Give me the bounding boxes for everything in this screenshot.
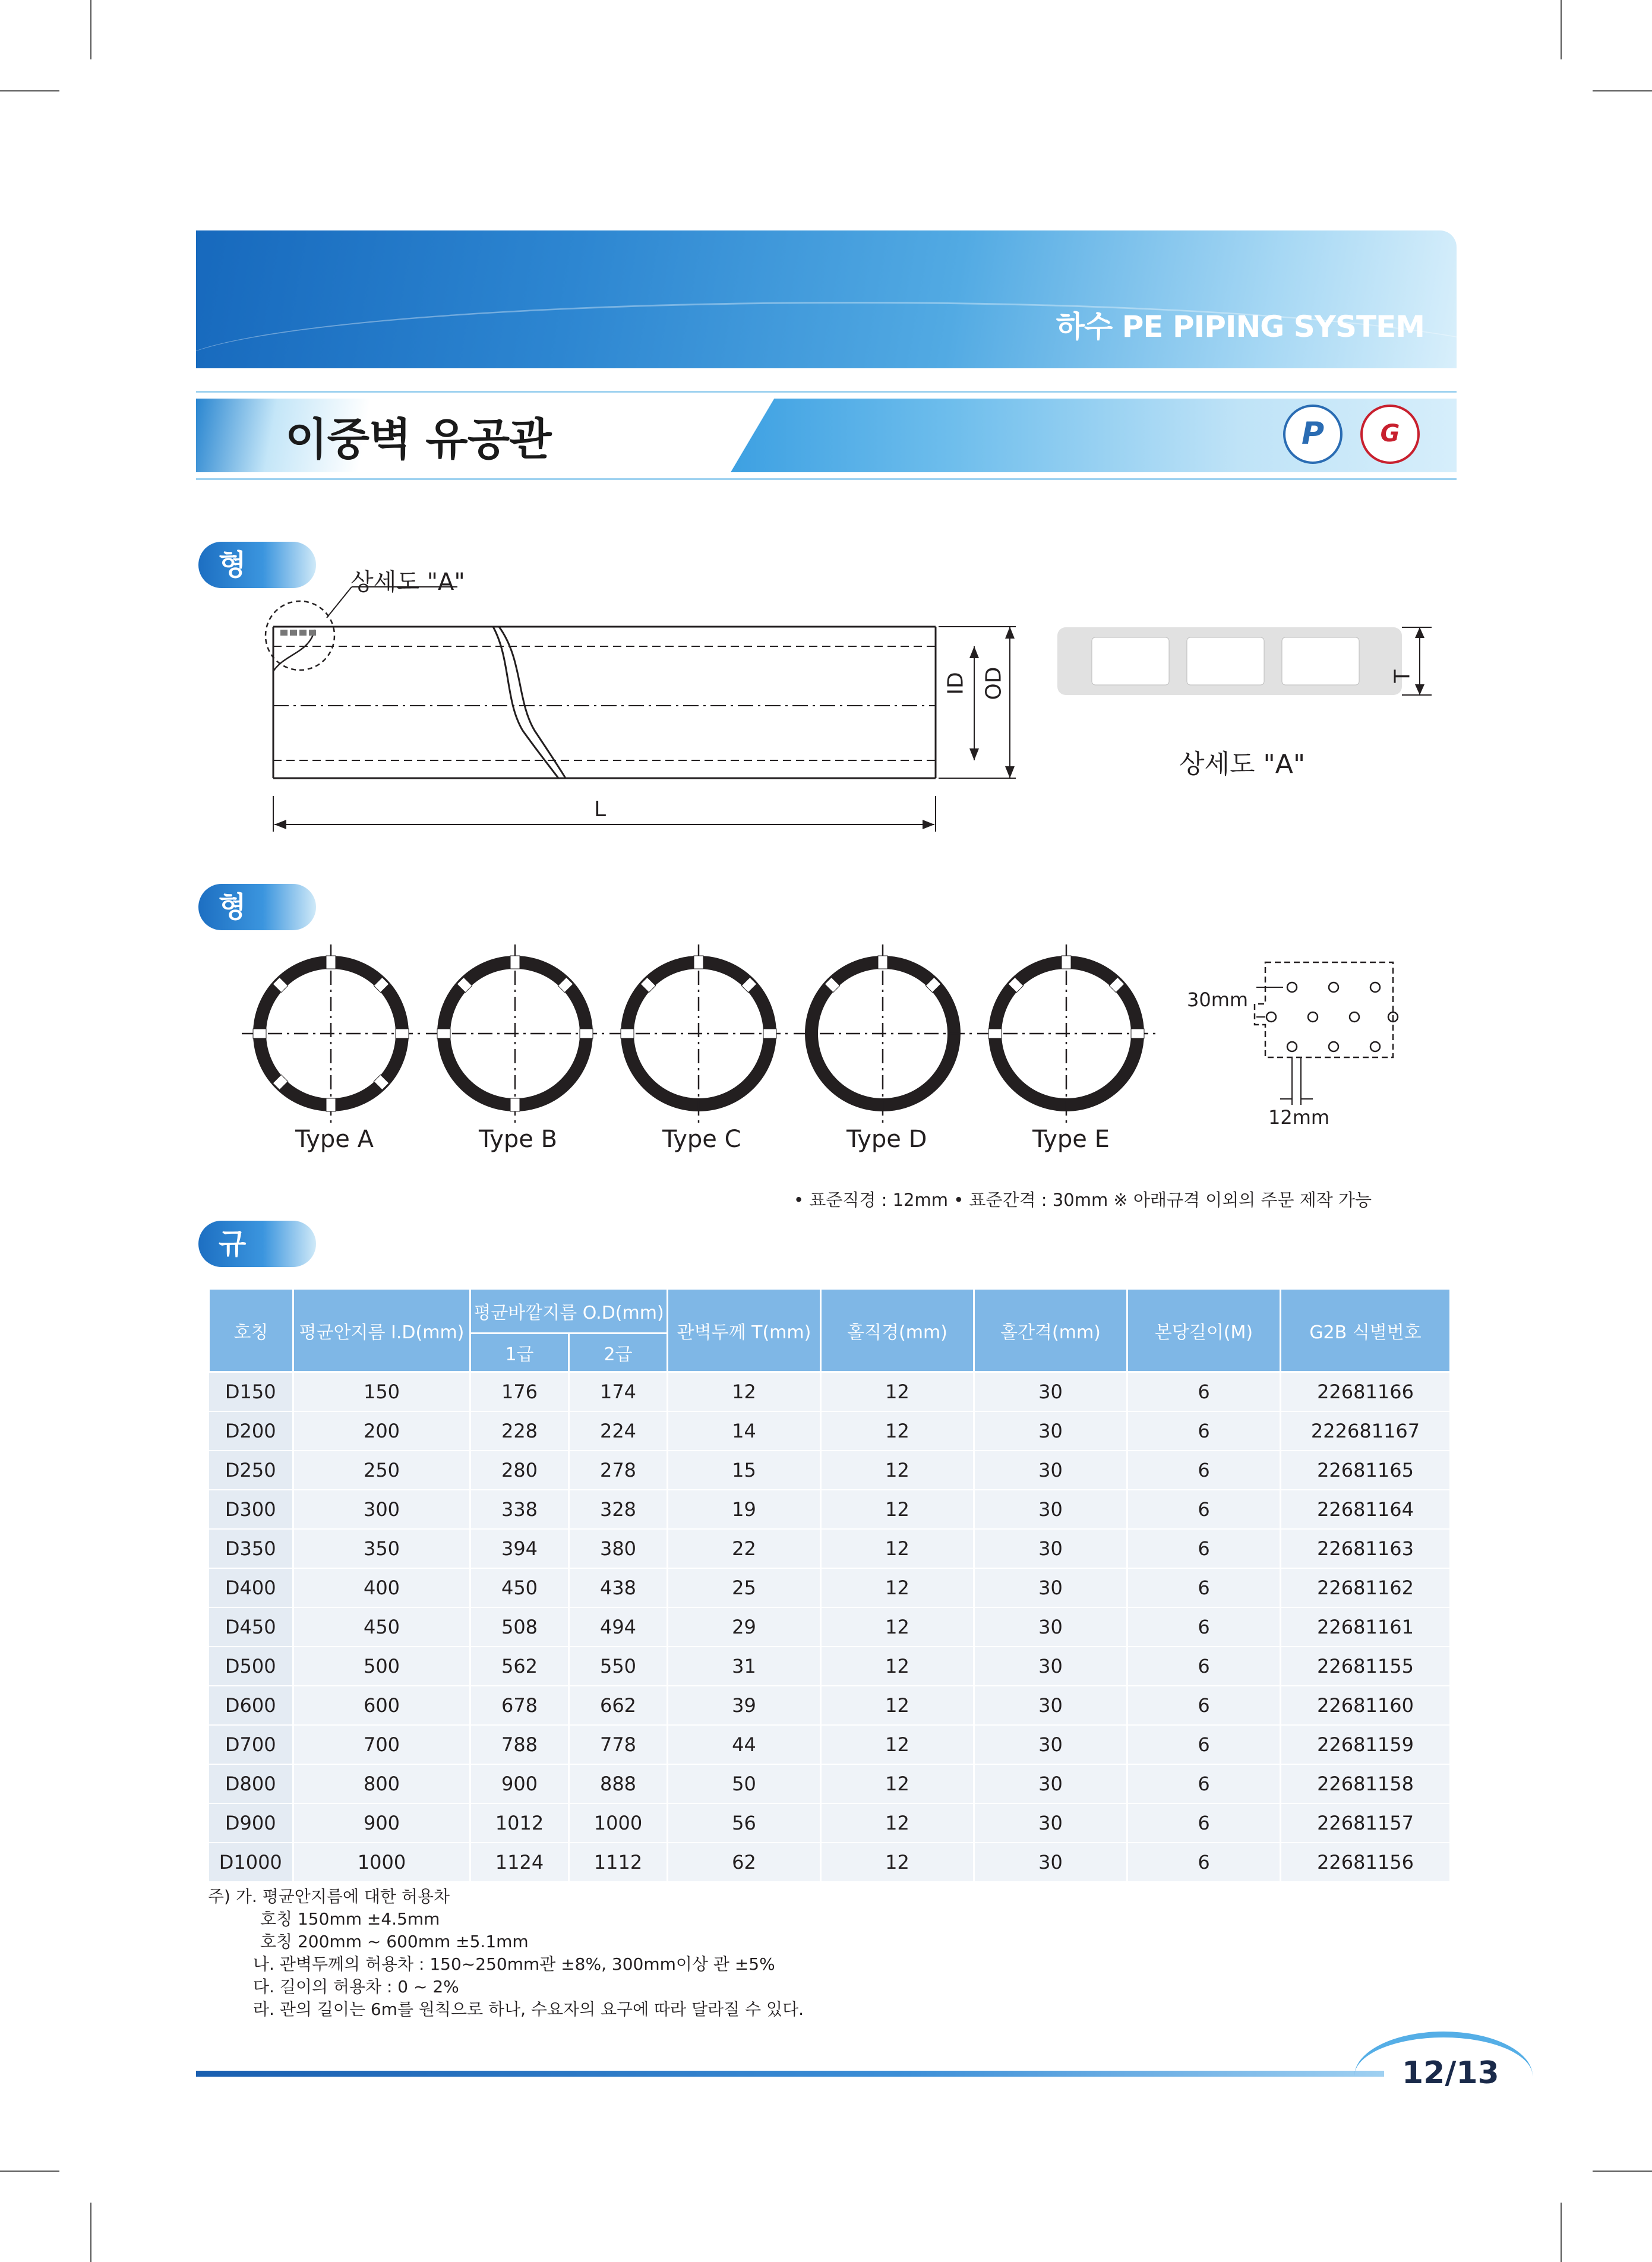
table-cell: 15 [668, 1451, 821, 1490]
table-cell: 6 [1127, 1803, 1281, 1843]
table-cell: 12 [821, 1803, 974, 1843]
section-spec: 규 [198, 1221, 316, 1267]
crop-mark [1561, 0, 1562, 59]
type-e-label: Type E [1032, 1126, 1110, 1153]
table-row [209, 1568, 1451, 1607]
table-cell: 328 [569, 1490, 668, 1529]
table-cell: 6 [1127, 1529, 1281, 1568]
table-cell: 6 [1127, 1647, 1281, 1686]
table-cell: 224 [569, 1411, 668, 1451]
header-od: 평균바깥지름 O.D(mm) [470, 1289, 668, 1334]
table-cell: 44 [668, 1725, 821, 1764]
table-cell: 31 [668, 1647, 821, 1686]
table-cell: 350 [293, 1529, 470, 1568]
table-cell: 400 [293, 1568, 470, 1607]
table-cell: 278 [569, 1451, 668, 1490]
table-cell: 250 [293, 1451, 470, 1490]
table-cell: 778 [569, 1725, 668, 1764]
table-row [209, 1803, 1451, 1843]
table-cell: 450 [293, 1607, 470, 1647]
table-cell: 662 [569, 1686, 668, 1725]
crop-mark [90, 0, 91, 59]
header-od-grade2: 2급 [569, 1334, 668, 1372]
table-cell: 338 [470, 1490, 569, 1529]
row-name-cell: D250 [209, 1451, 293, 1490]
table-cell: 22681156 [1281, 1843, 1451, 1882]
table-row [209, 1764, 1451, 1803]
table-cell: 176 [470, 1372, 569, 1412]
title-band [196, 391, 1457, 480]
table-row [209, 1490, 1451, 1529]
crop-mark [0, 2171, 59, 2172]
dim-id-label: ID [943, 672, 968, 695]
table-cell: 12 [821, 1647, 974, 1686]
table-cell: 22681159 [1281, 1725, 1451, 1764]
table-cell: 12 [821, 1568, 974, 1607]
table-cell: 12 [821, 1764, 974, 1803]
crop-mark [0, 90, 59, 91]
table-cell: 62 [668, 1843, 821, 1882]
table-cell: 25 [668, 1568, 821, 1607]
type-a-label: Type A [295, 1126, 374, 1153]
pipe-diagram [238, 570, 1467, 843]
table-cell: 30 [974, 1568, 1127, 1607]
table-cell: 30 [974, 1803, 1127, 1843]
table-cell: 30 [974, 1764, 1127, 1803]
row-name-cell: D150 [209, 1372, 293, 1412]
table-cell: 678 [470, 1686, 569, 1725]
table-cell: 6 [1127, 1568, 1281, 1607]
table-cell: 700 [293, 1725, 470, 1764]
table-cell: 39 [668, 1686, 821, 1725]
type-c-label: Type C [662, 1126, 741, 1153]
row-name-cell: D400 [209, 1568, 293, 1607]
page-title: 이중벽 유공관 [285, 414, 551, 465]
table-cell: 1012 [470, 1803, 569, 1843]
row-name-cell: D300 [209, 1490, 293, 1529]
table-cell: 22681162 [1281, 1568, 1451, 1607]
detail-label-right: 상세도 "A" [1179, 749, 1306, 779]
table-cell: 508 [470, 1607, 569, 1647]
table-row [209, 1686, 1451, 1725]
table-cell: 6 [1127, 1725, 1281, 1764]
table-cell: 900 [293, 1803, 470, 1843]
table-cell: 14 [668, 1411, 821, 1451]
table-cell: 550 [569, 1647, 668, 1686]
table-cell: 174 [569, 1372, 668, 1412]
table-cell: 29 [668, 1607, 821, 1647]
table-cell: 6 [1127, 1764, 1281, 1803]
table-cell: 12 [821, 1372, 974, 1412]
note-line: 라. 관의 길이는 6m를 원칙으로 하나, 수요자의 요구에 따라 달라질 수 있다. [253, 1999, 804, 2019]
standards-note: • 표준직경 : 12mm • 표준간격 : 30mm ※ 아래규격 이외의 주문 제작 가능 [794, 1190, 1372, 1210]
row-name-cell: D500 [209, 1647, 293, 1686]
table-cell: 6 [1127, 1451, 1281, 1490]
table-row [209, 1725, 1451, 1764]
table-cell: 22681158 [1281, 1764, 1451, 1803]
dim-t-label: T [1390, 669, 1415, 683]
table-cell: 800 [293, 1764, 470, 1803]
section-shape: 형 상 [198, 542, 316, 588]
table-cell: 280 [470, 1451, 569, 1490]
table-cell: 30 [974, 1607, 1127, 1647]
note-line: 호칭 150mm ±4.5mm [260, 1909, 440, 1929]
note-line: 주) 가. 평균안지름에 대한 허용차 [208, 1887, 450, 1906]
table-cell: 12 [821, 1451, 974, 1490]
table-cell: 19 [668, 1490, 821, 1529]
table-cell: 12 [821, 1529, 974, 1568]
table-cell: 30 [974, 1411, 1127, 1451]
p-logo-icon: P [1283, 405, 1343, 464]
table-cell: 22681155 [1281, 1647, 1451, 1686]
table-cell: 6 [1127, 1686, 1281, 1725]
table-cell: 6 [1127, 1490, 1281, 1529]
table-cell: 562 [470, 1647, 569, 1686]
table-cell: 788 [470, 1725, 569, 1764]
crop-mark [1561, 2203, 1562, 2262]
header-thickness: 관벽두께 T(mm) [668, 1289, 821, 1372]
table-cell: 12 [821, 1725, 974, 1764]
table-cell: 438 [569, 1568, 668, 1607]
notes [208, 1885, 804, 2021]
table-cell: 22681160 [1281, 1686, 1451, 1725]
hole-spacing-label: 30mm [1187, 988, 1249, 1011]
table-row [209, 1607, 1451, 1647]
header-hole-diameter: 홀직경(mm) [821, 1289, 974, 1372]
row-name-cell: D350 [209, 1529, 293, 1568]
table-row [209, 1647, 1451, 1686]
table-cell: 12 [821, 1490, 974, 1529]
note-line: 나. 관벽두께의 허용차 : 150~250mm관 ±8%, 300mm이상 관 ±5% [253, 1954, 775, 1974]
table-cell: 1124 [470, 1843, 569, 1882]
table-cell: 450 [470, 1568, 569, 1607]
table-cell: 300 [293, 1490, 470, 1529]
table-cell: 22681161 [1281, 1607, 1451, 1647]
table-cell: 22681163 [1281, 1529, 1451, 1568]
table-cell: 12 [821, 1686, 974, 1725]
table-cell: 22681166 [1281, 1372, 1451, 1412]
table-cell: 12 [821, 1411, 974, 1451]
table-cell: 6 [1127, 1411, 1281, 1451]
table-row [209, 1372, 1451, 1412]
table-cell: 30 [974, 1529, 1127, 1568]
type-d-label: Type D [846, 1126, 927, 1153]
detail-label-top: 상세도 "A" [350, 568, 465, 596]
footer-line [196, 2071, 1384, 2077]
row-name-cell: D800 [209, 1764, 293, 1803]
header-id: 평균안지름 I.D(mm) [293, 1289, 470, 1372]
dim-l-label: L [594, 797, 607, 822]
table-cell: 494 [569, 1607, 668, 1647]
table-cell: 30 [974, 1725, 1127, 1764]
table-cell: 1112 [569, 1843, 668, 1882]
table-row [209, 1529, 1451, 1568]
table-cell: 12 [668, 1372, 821, 1412]
table-row [209, 1411, 1451, 1451]
spec-table [208, 1288, 1451, 1882]
table-cell: 6 [1127, 1372, 1281, 1412]
table-cell: 1000 [569, 1803, 668, 1843]
dim-od-label: OD [981, 666, 1006, 700]
table-cell: 200 [293, 1411, 470, 1451]
hole-diameter-label: 12mm [1268, 1106, 1330, 1129]
table-cell: 150 [293, 1372, 470, 1412]
crop-mark [1593, 90, 1652, 91]
table-cell: 30 [974, 1686, 1127, 1725]
table-cell: 222681167 [1281, 1411, 1451, 1451]
crop-mark [1593, 2171, 1652, 2172]
table-row [209, 1843, 1451, 1882]
row-name-cell: D600 [209, 1686, 293, 1725]
header-banner [196, 230, 1457, 368]
table-cell: 888 [569, 1764, 668, 1803]
header-g2b: G2B 식별번호 [1281, 1289, 1451, 1372]
table-cell: 500 [293, 1647, 470, 1686]
row-name-cell: D700 [209, 1725, 293, 1764]
table-cell: 22681164 [1281, 1490, 1451, 1529]
table-cell: 30 [974, 1372, 1127, 1412]
table-cell: 380 [569, 1529, 668, 1568]
table-cell: 900 [470, 1764, 569, 1803]
table-cell: 22681165 [1281, 1451, 1451, 1490]
table-cell: 1000 [293, 1843, 470, 1882]
table-cell: 600 [293, 1686, 470, 1725]
table-cell: 12 [821, 1843, 974, 1882]
header-hole-gap: 홀간격(mm) [974, 1289, 1127, 1372]
table-cell: 30 [974, 1451, 1127, 1490]
table-cell: 228 [470, 1411, 569, 1451]
table-cell: 56 [668, 1803, 821, 1843]
table-cell: 6 [1127, 1843, 1281, 1882]
table-row [209, 1451, 1451, 1490]
note-line: 다. 길이의 허용차 : 0 ~ 2% [253, 1977, 459, 1996]
table-cell: 30 [974, 1647, 1127, 1686]
table-cell: 6 [1127, 1607, 1281, 1647]
type-b-label: Type B [479, 1126, 558, 1153]
page-number: 12/13 [1402, 2055, 1499, 2091]
row-name-cell: D450 [209, 1607, 293, 1647]
types-diagram [238, 939, 1455, 1135]
table-cell: 394 [470, 1529, 569, 1568]
header-length: 본당길이(M) [1127, 1289, 1281, 1372]
section-form: 형 태 [198, 884, 316, 930]
header-od-grade1: 1급 [470, 1334, 569, 1372]
row-name-cell: D1000 [209, 1843, 293, 1882]
row-name-cell: D200 [209, 1411, 293, 1451]
row-name-cell: D900 [209, 1803, 293, 1843]
table-cell: 12 [821, 1607, 974, 1647]
table-cell: 22681157 [1281, 1803, 1451, 1843]
header-name: 호칭 [209, 1289, 293, 1372]
note-line: 호칭 200mm ~ 600mm ±5.1mm [260, 1932, 529, 1951]
table-cell: 30 [974, 1843, 1127, 1882]
crop-mark [90, 2203, 91, 2262]
brand-text: 하수 PE PIPING SYSTEM [1056, 309, 1424, 344]
table-cell: 30 [974, 1490, 1127, 1529]
table-cell: 50 [668, 1764, 821, 1803]
table-cell: 22 [668, 1529, 821, 1568]
company-logo-icon: G [1360, 405, 1420, 464]
